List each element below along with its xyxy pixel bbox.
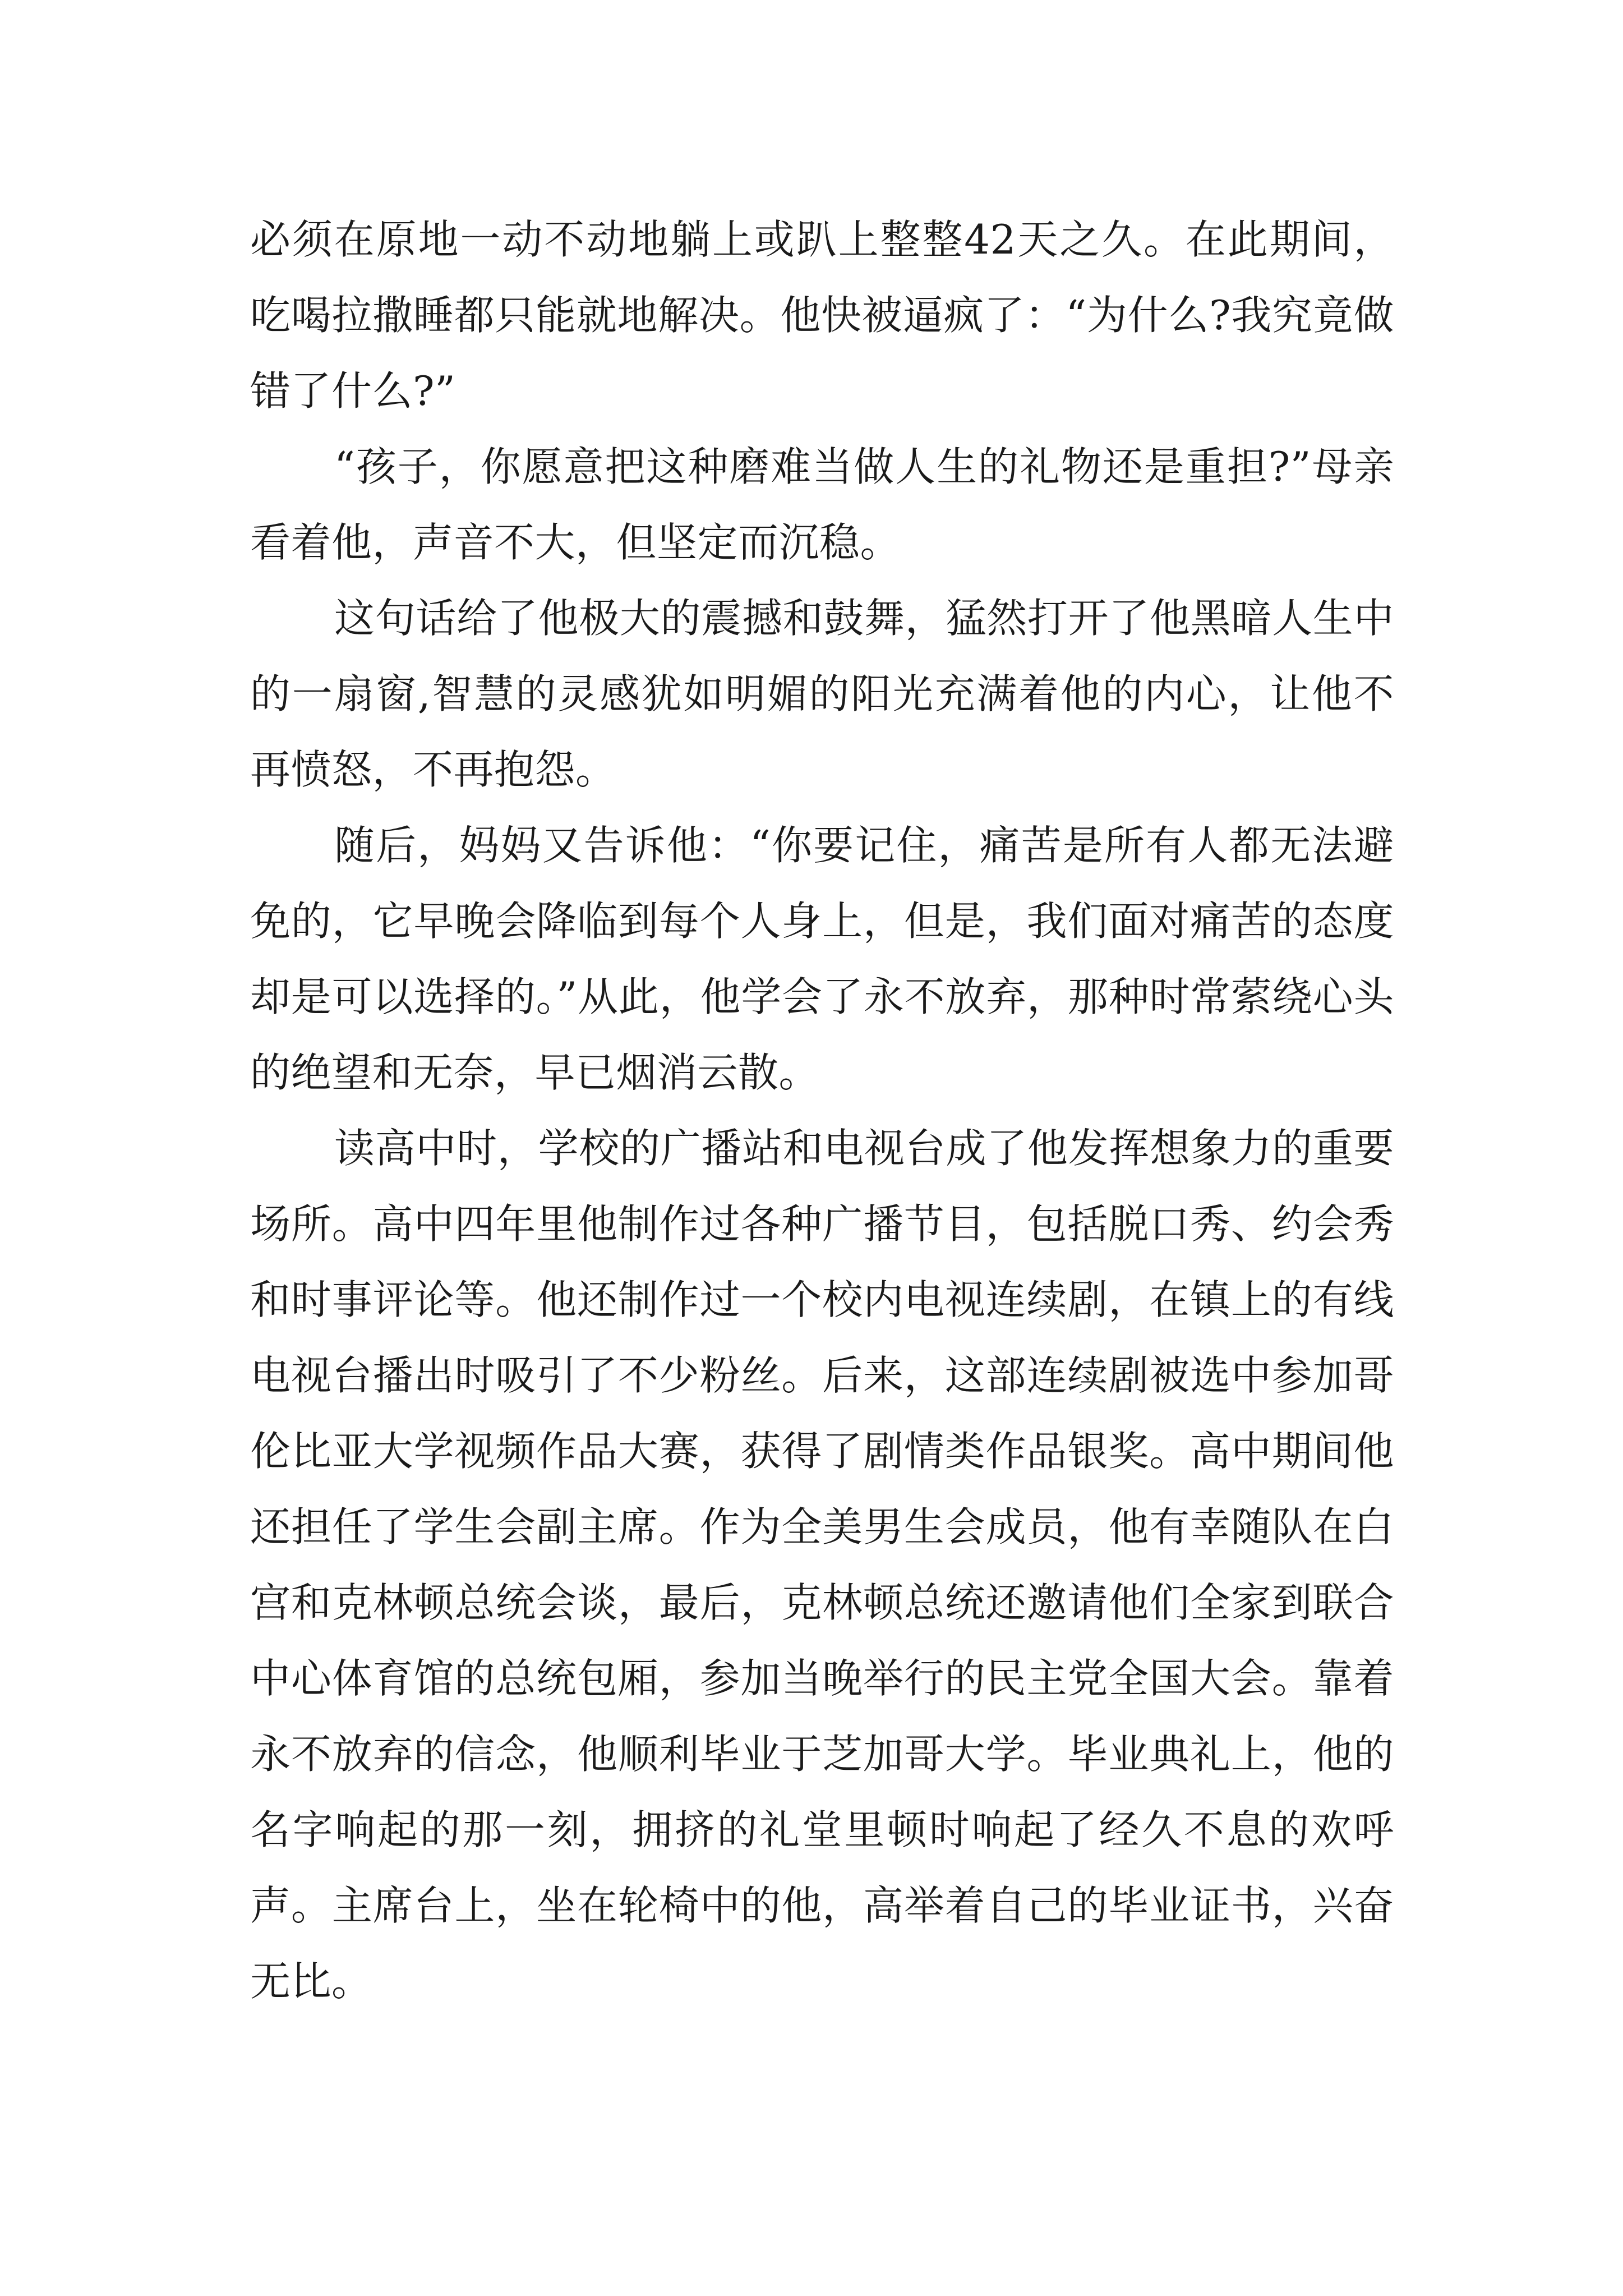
paragraph-continuation: 必须在原地一动不动地躺上或趴上整整42天之久。在此期间，吃喝拉撒睡都只能就地解决。他快被逼疯了：“为什么?我究竟做错了什么?”	[250, 216, 1394, 415]
paragraph-inspiration: 这句话给了他极大的震撼和鼓舞，猛然打开了他黑暗人生中的一扇窗,智慧的灵感犹如明媚的阳光充满着他的内心，让他不再愤怒，不再抱怨。	[250, 595, 1394, 793]
paragraph-mother-question: “孩子，你愿意把这种磨难当做人生的礼物还是重担?”母亲看着他，声音不大，但坚定而沉稳。	[250, 443, 1394, 566]
paragraph-mother-advice: 随后，妈妈又告诉他：“你要记住，痛苦是所有人都无法避免的，它早晚会降临到每个人身上，但是，我们面对痛苦的态度却是可以选择的。”从此，他学会了永不放弃，那种时常萦绕心头的绝望和无奈，早已烟消云散。	[250, 822, 1394, 1096]
paragraph-high-school: 读高中时，学校的广播站和电视台成了他发挥想象力的重要场所。高中四年里他制作过各种广播节目，包括脱口秀、约会秀和时事评论等。他还制作过一个校内电视连续剧，在镇上的有线电视台播出时吸引了不少粉丝。后来，这部连续剧被选中参加哥伦比亚大学视频作品大赛，获得了剧情类作品银奖。高中期间他还担任了学生会副主席。作为全美男生会成员，他有幸随队在白宫和克林顿总统会谈，最后，克林顿总统还邀请他们全家到联合中心体育馆的总统包厢，参加当晚举行的民主党全国大会。靠着永不放弃的信念，他顺利毕业于芝加哥大学。毕业典礼上，他的名字响起的那一刻，拥挤的礼堂里顿时响起了经久不息的欢呼声。主席台上，坐在轮椅中的他，高举着自己的毕业证书，兴奋无比。	[250, 1125, 1394, 2005]
body-text	[250, 202, 1394, 2019]
